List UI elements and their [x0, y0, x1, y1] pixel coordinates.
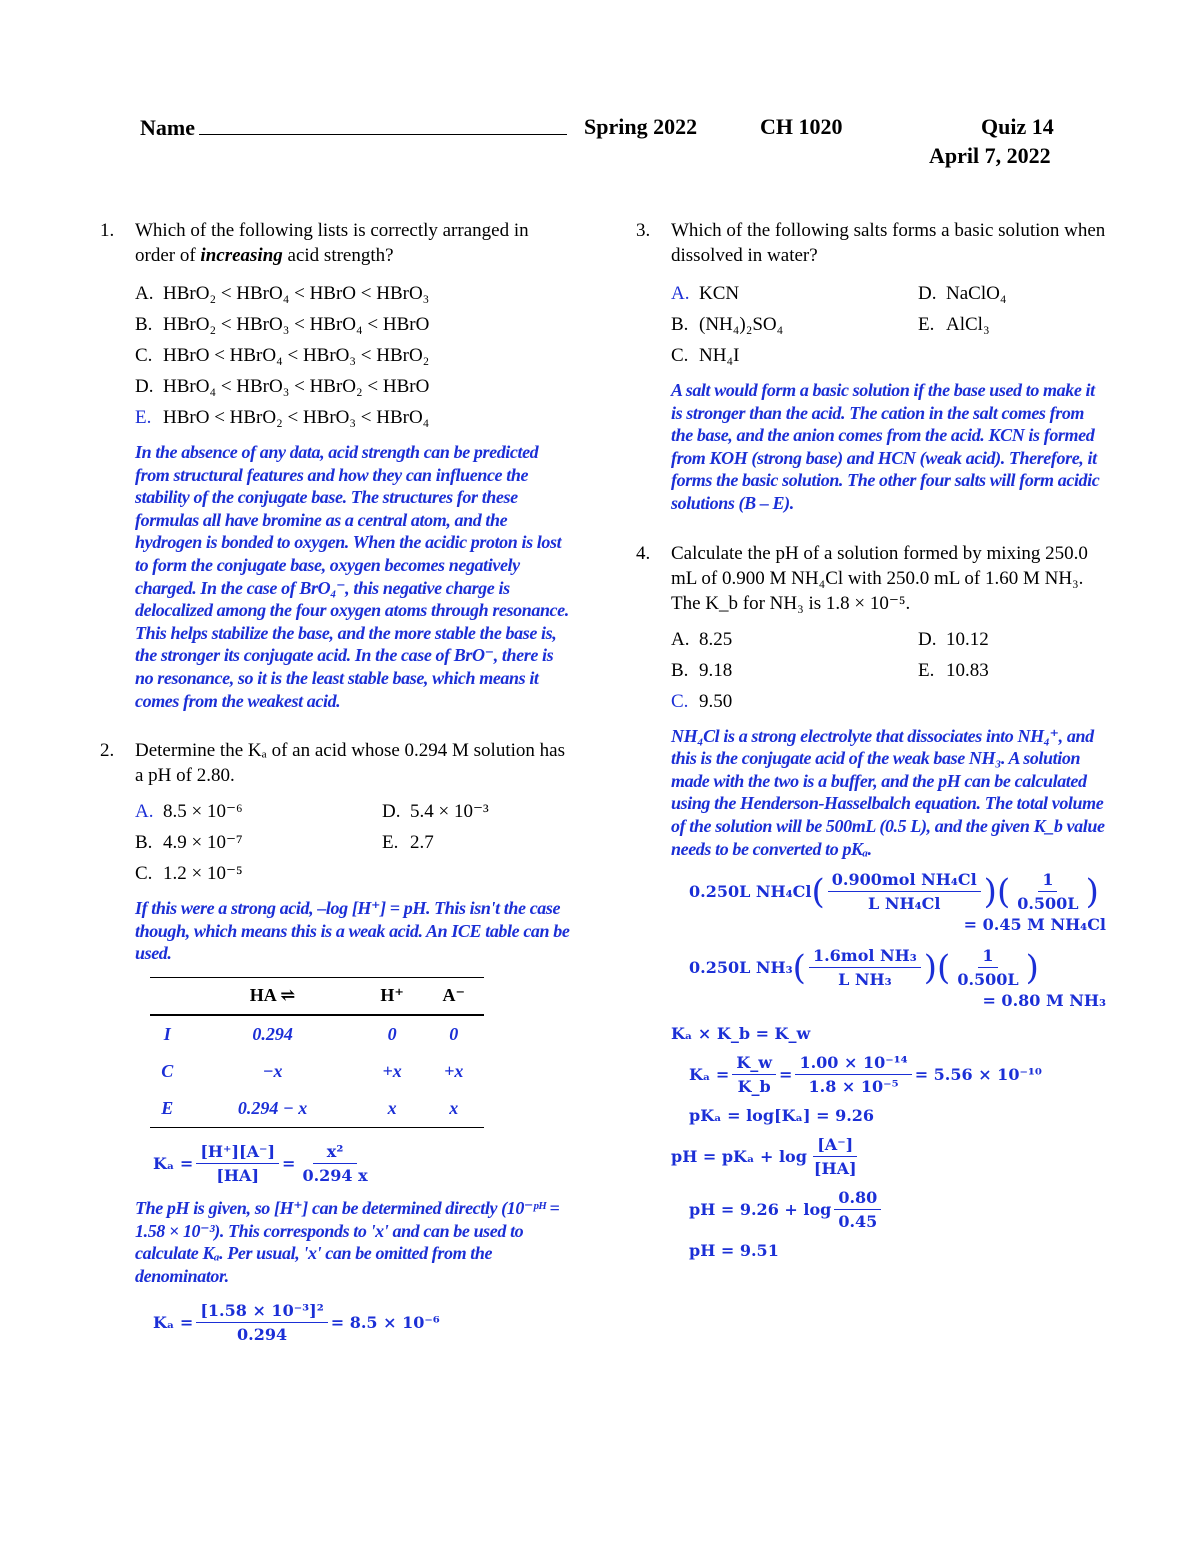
ph-final: pH = 9.51	[689, 1241, 779, 1261]
question-1-options	[135, 278, 570, 433]
option-b[interactable]: B. (NH₄)₂SO₄	[671, 314, 784, 335]
ka-expression: Kₐ = $\frac{[H^+][A^-]}{[HA]}$ = $\frac{\text{x²}}{0.294 x}$	[153, 1141, 368, 1185]
ka-calculation: Kₐ = $\frac{\text{[1.58 × 10⁻³]²}}{0.294}$ = 8.5 × 10⁻⁶	[153, 1301, 440, 1345]
question-2-text: Determine the Kₐ of an acid whose 0.294 M solution has a pH of 2.80.	[135, 740, 565, 787]
option-b[interactable]: B. 4.9 × 10⁻⁷	[135, 832, 243, 854]
nh3-concentration-result: = 0.80 M NH₃	[982, 991, 1106, 1011]
question-3-explanation: A salt would form a basic solution if the base used to make it is stronger than the acid. The cation in the salt comes from the base, and the anion comes from the acid. KCN is formed from KOH (strong base) and HCN (weak acid). Therefore, it forms the basic solution. The other four salts will form acidic solutions (B – E).	[671, 380, 1100, 513]
question-4-explanation: NH₄Cl is a strong electrolyte that dissociates into NH₄⁺, and this is the conjugate acid of the weak base NH₃. A solution made with the two is a buffer, and the pH can be calculated using the Henderson-Hasselbalch equation. The total volume of the solution will be 500mL (0.5 L), and the given K_b value needs to be converted to pKₐ.	[671, 725, 1105, 859]
nh4cl-concentration-result: = 0.45 M NH₄Cl	[963, 915, 1106, 935]
ice-row-equilibrium: E 0.294 − x x x	[150, 1090, 484, 1128]
option-b[interactable]: B. HBrO₂ < HBrO₃ < HBrO₄ < HBrO	[135, 314, 430, 335]
option-a[interactable]: A. HBrO₂ < HBrO₄ < HBrO < HBrO₃	[135, 283, 430, 304]
question-4-text: Calculate the pH of a solution formed by mixing 250.0 mL of 0.900 M NH₄Cl with 250.0 mL of 1.60 M NH₃. The K_b for NH₃ is 1.8 × 10⁻⁵.	[671, 542, 1088, 614]
option-c[interactable]: C. HBrO < HBrO₄ < HBrO₃ < HBrO₂	[135, 345, 430, 366]
ice-header-row: HA ⇌ H⁺ A⁻	[150, 977, 484, 1015]
question-2-options	[135, 796, 570, 889]
nh3-concentration-calc: 0.250L NH₃ ( $\frac{\text{1.6mol NH₃}}{\text{L NH₃}}$ ) ( $\frac{1}{0.500L}$ )	[689, 946, 1039, 990]
ice-row-change: C −x +x +x	[161, 1060, 464, 1081]
question-2-explanation-2: The pH is given, so [H⁺] can be determined directly (10⁻ᵖᴴ = 1.58 × 10⁻³). This corresponds to 'x' and can be used to calculate Kₐ. Per usual, 'x' can be omitted from the denominator.	[135, 1197, 560, 1286]
question-1-explanation: In the absence of any data, acid strength can be predicted from structural features and how they can influence the stability of the conjugate base. The structures for these formulas all have bromine as a central atom, and the hydrogen is bonded to oxygen. When the acidic proton is lost to form the conjugate base, oxygen becomes negatively charged. In the case of BrO₄⁻, this negative charge is delocalized among the four oxygen atoms through resonance. This helps stabilize the base, and the more stable the base is, the stronger its conjugate acid. In the case of BrO⁻, there is no resonance, so it is the least stable base, which means it comes from the weakest acid.	[135, 442, 569, 711]
ph-substitution: pH = 9.26 + log $\frac{0.80}{0.45}$	[689, 1188, 1106, 1231]
left-column	[100, 218, 570, 1344]
option-e[interactable]: E. 10.83	[918, 659, 989, 681]
option-c[interactable]: C. NH₄I	[671, 345, 740, 366]
course: CH 1020	[760, 114, 843, 139]
option-d[interactable]: D. HBrO₄ < HBrO₃ < HBrO₂ < HBrO	[135, 376, 430, 397]
term: Spring 2022	[584, 114, 698, 139]
option-a[interactable]: A. 8.25	[671, 628, 733, 650]
question-3-options	[671, 278, 1106, 371]
option-d[interactable]: D. 10.12	[918, 628, 989, 650]
question-4-options	[671, 624, 1106, 717]
question-4: 4. Calculate the pH of a solution formed by mixing 250.0 mL of 0.900 M NH₄Cl with 250.0 mL of 1.60 M NH₃. The K_b for NH₃ is 1.8 × 10⁻⁵.	[636, 541, 1106, 616]
option-c[interactable]: C. 1.2 × 10⁻⁵	[135, 863, 243, 885]
option-b[interactable]: B. 9.18	[671, 659, 733, 681]
option-c-correct[interactable]: C. 9.50	[671, 690, 733, 712]
option-a-correct[interactable]: A. 8.5 × 10⁻⁶	[135, 801, 243, 823]
right-column	[636, 218, 1106, 1260]
option-e-correct[interactable]: E. HBrO < HBrO₂ < HBrO₃ < HBrO₄	[135, 407, 430, 428]
option-d[interactable]: D. NaClO₄	[918, 283, 1007, 304]
option-d[interactable]: D. 5.4 × 10⁻³	[382, 801, 489, 823]
kw-relation: Kₐ × K_b = K_w	[671, 1024, 811, 1044]
option-e[interactable]: E. 2.7	[382, 832, 434, 854]
question-3: 3. Which of the following salts forms a basic solution when dissolved in water?	[636, 220, 1106, 266]
nh4cl-concentration-calc: 0.250L NH₄Cl ( $\frac{\text{0.900mol NH₄Cl}}{\text{L NH₄Cl}}$ ) ( $\frac{1}{0.500L}$ )	[689, 870, 1099, 914]
henderson-hasselbalch: pH = pKₐ + log $\frac{[A^-]}{[HA]}$	[671, 1135, 857, 1179]
option-a-correct[interactable]: A. KCN	[671, 283, 740, 304]
pka-calc: pKₐ = log[Kₐ] = 9.26	[689, 1106, 875, 1126]
question-2-explanation-1: If this were a strong acid, –log [H⁺] = pH. This isn't the case though, which means this is a weak acid. An ICE table can be used.	[135, 898, 570, 964]
question-3-text: Which of the following salts forms a basic solution when dissolved in water?	[671, 220, 1106, 266]
quiz-date: April 7, 2022	[929, 143, 1051, 168]
ka-from-kb: Kₐ = $\frac{K\_w}{K\_b}$ = $\frac{\text{1.00 × 10⁻¹⁴}}{\text{1.8 × 10⁻⁵}}$ = 5.56 × 10⁻¹⁰	[689, 1053, 1042, 1097]
name-label: Name	[140, 115, 195, 140]
question-1: 1. Which of the following lists is correctly arranged in order of increasing acid strength?	[100, 218, 570, 268]
quiz-number: Quiz 14	[981, 114, 1054, 139]
question-2: 2. Determine the Kₐ of an acid whose 0.294 M solution has a pH of 2.80.	[100, 738, 570, 788]
question-1-text: Which of the following lists is correctly arranged in order of increasing acid strength?	[135, 220, 529, 266]
ice-row-initial: I 0.294 0 0	[163, 1023, 459, 1044]
option-e[interactable]: E. AlCl₃	[918, 314, 990, 335]
ice-table	[150, 977, 484, 1128]
name-blank[interactable]	[199, 114, 567, 135]
name-field	[140, 114, 567, 141]
